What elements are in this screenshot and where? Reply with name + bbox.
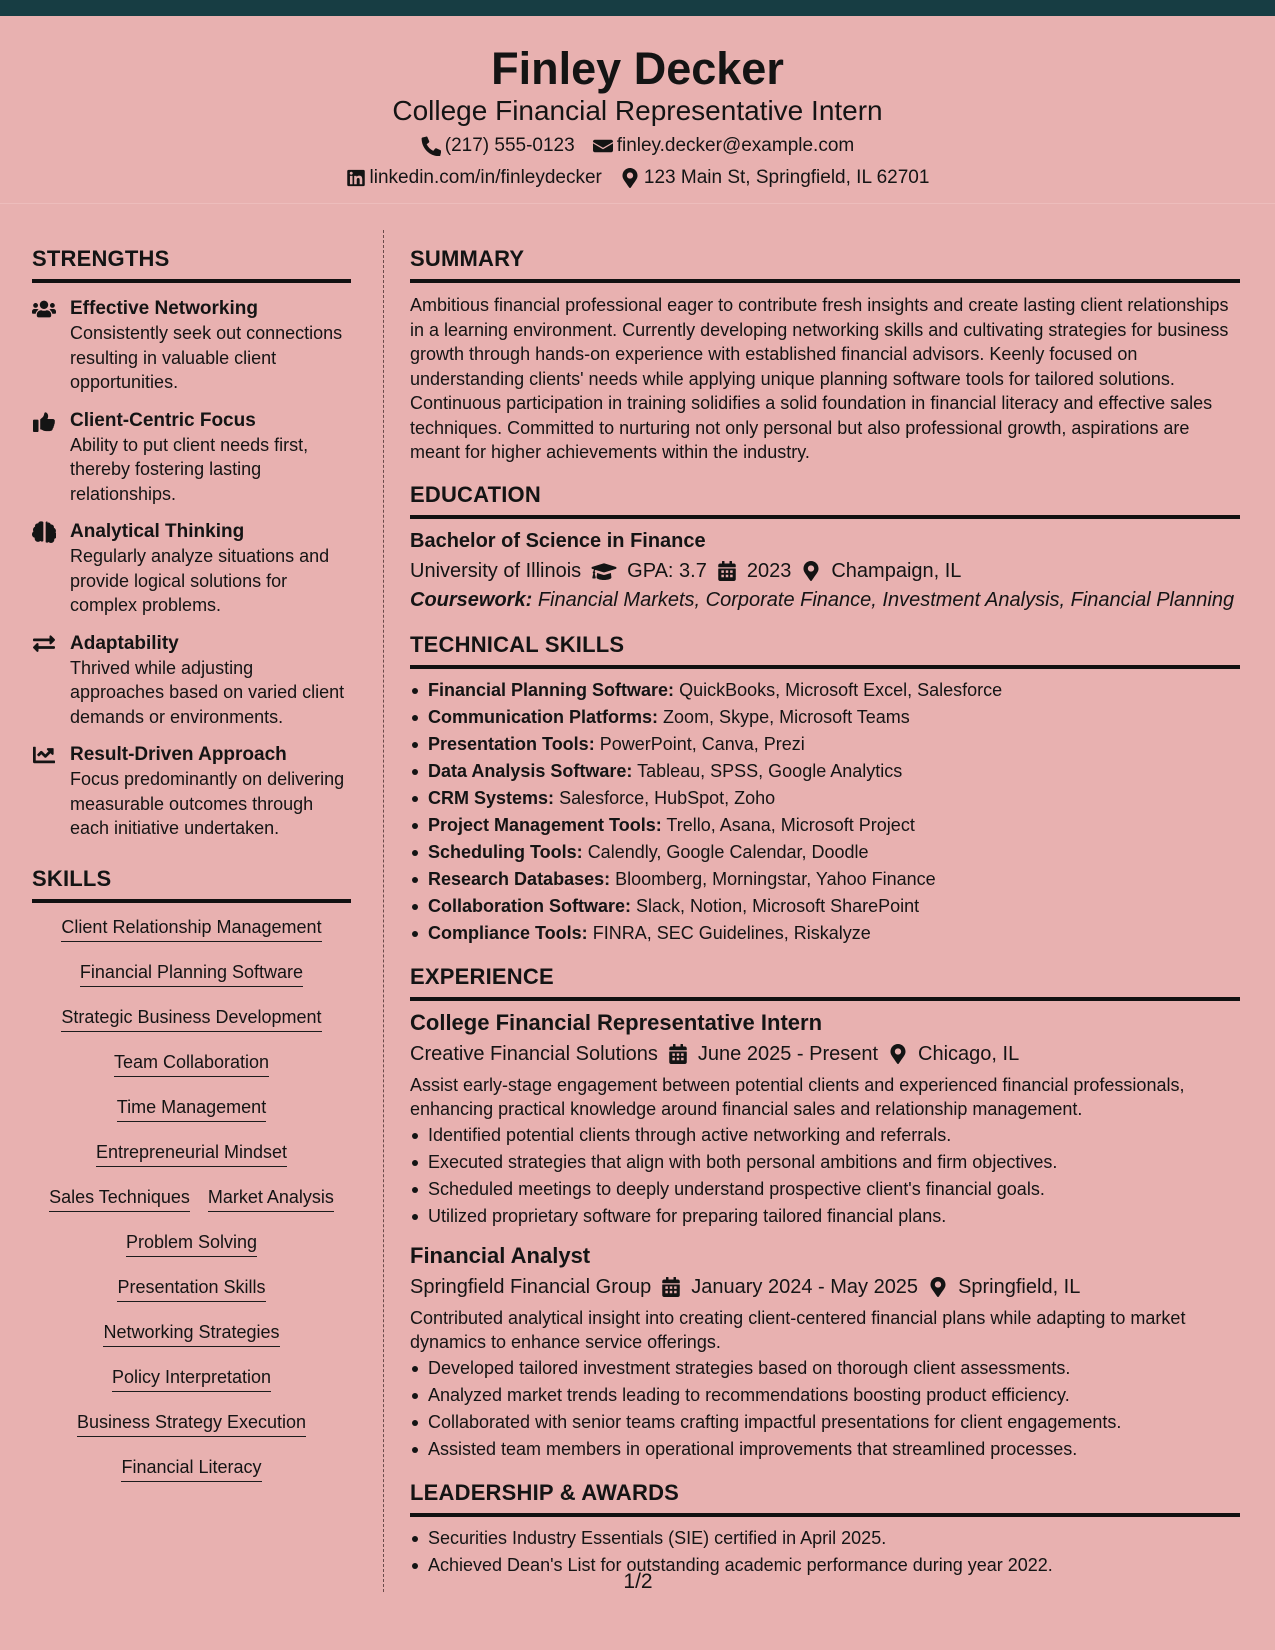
- skill-tag: Presentation Skills: [117, 1275, 265, 1302]
- list-item: [428, 677, 1240, 704]
- thumbs-up-icon: [32, 410, 56, 432]
- skill-tag: Financial Literacy: [121, 1455, 261, 1482]
- skill-tag: Entrepreneurial Mindset: [96, 1140, 287, 1167]
- tech-skill-value: Trello, Asana, Microsoft Project: [666, 814, 915, 835]
- education-heading: EDUCATION: [410, 481, 1240, 519]
- strength-description: Regularly analyze situations and provide logical solutions for complex problems.: [70, 546, 330, 615]
- job-bullets: [410, 1355, 1240, 1463]
- coursework-list: Financial Markets, Corporate Finance, Investment Analysis, Financial Planning: [537, 588, 1235, 611]
- list-item: [428, 812, 1240, 839]
- tech-skill-label: Compliance Tools:: [428, 922, 588, 943]
- list-item: Securities Industry Essentials (SIE) certified in April 2025.: [428, 1525, 1240, 1552]
- map-pin-icon: [620, 168, 640, 188]
- strength-description: Focus predominantly on delivering measurable outcomes through each initiative undertaken.: [70, 769, 345, 838]
- tech-skill-label: Financial Planning Software:: [428, 679, 675, 700]
- company-name: Springfield Financial Group: [410, 1275, 652, 1298]
- address-text: 123 Main St, Springfield, IL 62701: [643, 167, 930, 188]
- linkedin-icon: [346, 168, 366, 188]
- tech-skill-value: Zoom, Skype, Microsoft Teams: [663, 706, 910, 727]
- calendar-icon: [668, 1044, 688, 1064]
- tech-skill-label: Data Analysis Software:: [428, 760, 633, 781]
- strength-title: Analytical Thinking: [70, 521, 245, 542]
- chart-line-icon: [32, 744, 56, 766]
- page-number: 1/2: [623, 1570, 653, 1593]
- skill-tag: Market Analysis: [208, 1185, 334, 1212]
- list-item: [428, 704, 1240, 731]
- strength-title: Result-Driven Approach: [70, 744, 287, 765]
- tech-skill-label: Collaboration Software:: [428, 895, 632, 916]
- tech-skill-value: Slack, Notion, Microsoft SharePoint: [636, 895, 920, 916]
- job-meta: [410, 1040, 1240, 1068]
- skill-tag: Time Management: [117, 1095, 266, 1122]
- job-dates: June 2025 - Present: [697, 1042, 879, 1065]
- strength-item: [32, 520, 351, 618]
- skill-tag: Client Relationship Management: [61, 915, 321, 942]
- list-item: [428, 866, 1240, 893]
- tech-skill-value: Salesforce, HubSpot, Zoho: [559, 787, 776, 808]
- strength-title: Client-Centric Focus: [70, 409, 256, 431]
- linkedin-contact[interactable]: [346, 166, 602, 190]
- linkedin-text: linkedin.com/in/finleydecker: [369, 167, 602, 188]
- tech-skill-label: Scheduling Tools:: [428, 841, 583, 862]
- strength-description: Thrived while adjusting approaches based on varied client demands or environments.: [70, 657, 345, 727]
- left-column: [32, 245, 351, 1482]
- brain-icon: [32, 521, 56, 543]
- column-divider: [383, 230, 384, 1592]
- degree-title: Bachelor of Science in Finance: [410, 529, 706, 552]
- job-description: Assist early-stage engagement between potential clients and experienced financial professionals, enhancing practical knowledge around financial sales and relationship management.: [410, 1074, 1185, 1119]
- skill-tag: Networking Strategies: [103, 1320, 279, 1347]
- job-title: College Financial Representative Intern: [410, 1009, 823, 1035]
- map-pin-icon: [928, 1277, 948, 1297]
- strength-description: Ability to put client needs first, thereby fostering lasting relationships.: [70, 434, 309, 504]
- list-item: [428, 758, 1240, 785]
- candidate-name: Finley Decker: [491, 43, 784, 94]
- graduation-cap-icon: [591, 561, 617, 581]
- job-bullets: [410, 1122, 1240, 1230]
- leadership-heading: LEADERSHIP & AWARDS: [410, 1479, 1240, 1517]
- summary-heading: SUMMARY: [410, 245, 1240, 283]
- tech-skill-value: Tableau, SPSS, Google Analytics: [637, 760, 903, 781]
- tech-skill-value: PowerPoint, Canva, Prezi: [599, 733, 805, 754]
- skills-heading: SKILLS: [32, 865, 351, 903]
- skill-tag: Problem Solving: [126, 1230, 257, 1257]
- tech-skill-label: Research Databases:: [428, 868, 611, 889]
- contact-row-1: [0, 134, 1275, 158]
- phone-contact: [421, 134, 575, 158]
- coursework-line: [410, 585, 1240, 615]
- skill-tag: Financial Planning Software: [80, 960, 303, 987]
- list-item: [428, 893, 1240, 920]
- strength-item: [32, 409, 351, 507]
- job-location: Springfield, IL: [958, 1275, 1081, 1298]
- school-location: Champaign, IL: [831, 559, 962, 582]
- job-title: Financial Analyst: [410, 1242, 591, 1268]
- strengths-heading: STRENGTHS: [32, 245, 351, 283]
- skill-tag: Strategic Business Development: [61, 1005, 321, 1032]
- experience-heading: EXPERIENCE: [410, 963, 1240, 1001]
- map-pin-icon: [801, 561, 821, 581]
- job-dates: January 2024 - May 2025: [691, 1275, 919, 1298]
- skill-tag: Sales Techniques: [49, 1185, 190, 1212]
- list-item: Collaborated with senior teams crafting impactful presentations for client engagements.: [428, 1409, 1240, 1436]
- tech-skill-value: QuickBooks, Microsoft Excel, Salesforce: [679, 679, 1003, 700]
- strength-item: [32, 743, 351, 841]
- list-item: Developed tailored investment strategies based on thorough client assessments.: [428, 1355, 1240, 1382]
- gpa-text: GPA: 3.7: [627, 559, 707, 582]
- list-item: Analyzed market trends leading to recommendations boosting product efficiency.: [428, 1382, 1240, 1409]
- list-item: Executed strategies that align with both personal ambitions and firm objectives.: [428, 1149, 1240, 1176]
- job-description: Contributed analytical insight into creating client-centered financial plans while adapting to market dynamics to enhance service offerings.: [410, 1307, 1186, 1352]
- technical-skills-heading: TECHNICAL SKILLS: [410, 631, 1240, 669]
- strength-item: [32, 297, 351, 395]
- tech-skill-label: Communication Platforms:: [428, 706, 659, 727]
- resume-header: [0, 16, 1275, 204]
- list-item: [428, 920, 1240, 947]
- list-item: [428, 785, 1240, 812]
- phone-text: (217) 555-0123: [444, 135, 575, 156]
- candidate-role: College Financial Representative Intern: [392, 95, 883, 126]
- top-accent-bar: [0, 0, 1275, 16]
- skill-list: [32, 915, 351, 1482]
- school-name: University of Illinois: [410, 559, 582, 582]
- list-item: Achieved Dean's List for outstanding academic performance during year 2022.: [428, 1552, 1240, 1579]
- map-pin-icon: [888, 1044, 908, 1064]
- list-item: Assisted team members in operational improvements that streamlined processes.: [428, 1436, 1240, 1463]
- exchange-icon: [32, 633, 56, 655]
- email-text: finley.decker@example.com: [616, 135, 855, 156]
- strength-title: Adaptability: [70, 632, 179, 654]
- strength-item: [32, 632, 351, 730]
- email-contact[interactable]: [593, 134, 855, 158]
- right-column: [410, 245, 1240, 1579]
- tech-skill-label: Presentation Tools:: [428, 733, 595, 754]
- tech-skill-label: CRM Systems:: [428, 787, 555, 808]
- tech-skill-value: Calendly, Google Calendar, Doodle: [587, 841, 869, 862]
- address-contact: [620, 166, 930, 190]
- strength-title: Effective Networking: [70, 298, 258, 319]
- list-item: [428, 731, 1240, 758]
- summary-text: Ambitious financial professional eager to contribute fresh insights and create lasting client relationships in a learning environment. Currently developing networking skills and cultivating strategies for business growth through hands-on experience with established financial advisors. Keenly focused on understanding clients' needs while applying unique planning software tools for tailored solutions. Continuous participation in training solidifies a solid foundation in financial literacy and effective sales techniques. Committed to nurturing not only personal but also professional growth, aspirations are meant for higher achievements within the industry.: [410, 295, 1229, 462]
- job-meta: [410, 1273, 1240, 1301]
- calendar-icon: [661, 1277, 681, 1297]
- tech-skill-value: Bloomberg, Morningstar, Yahoo Finance: [615, 868, 936, 889]
- skill-tag: Policy Interpretation: [112, 1365, 271, 1392]
- job-location: Chicago, IL: [918, 1042, 1020, 1065]
- list-item: [428, 839, 1240, 866]
- calendar-icon: [717, 561, 737, 581]
- list-item: Utilized proprietary software for preparing tailored financial plans.: [428, 1203, 1240, 1230]
- skill-tag: Business Strategy Execution: [77, 1410, 306, 1437]
- technical-skills-list: [410, 677, 1240, 947]
- tech-skill-label: Project Management Tools:: [428, 814, 662, 835]
- list-item: Identified potential clients through active networking and referrals.: [428, 1122, 1240, 1149]
- phone-icon: [421, 136, 441, 156]
- tech-skill-value: FINRA, SEC Guidelines, Riskalyze: [592, 922, 871, 943]
- company-name: Creative Financial Solutions: [410, 1042, 658, 1065]
- leadership-list: [410, 1525, 1240, 1579]
- strength-description: Consistently seek out connections resulting in valuable client opportunities.: [70, 323, 343, 392]
- envelope-icon: [593, 136, 613, 156]
- users-icon: [32, 298, 56, 320]
- contact-row-2: [0, 166, 1275, 190]
- education-meta: [410, 557, 1240, 585]
- coursework-label: Coursework:: [410, 588, 533, 611]
- graduation-year: 2023: [746, 559, 792, 582]
- skill-tag: Team Collaboration: [114, 1050, 269, 1077]
- list-item: Scheduled meetings to deeply understand prospective client's financial goals.: [428, 1176, 1240, 1203]
